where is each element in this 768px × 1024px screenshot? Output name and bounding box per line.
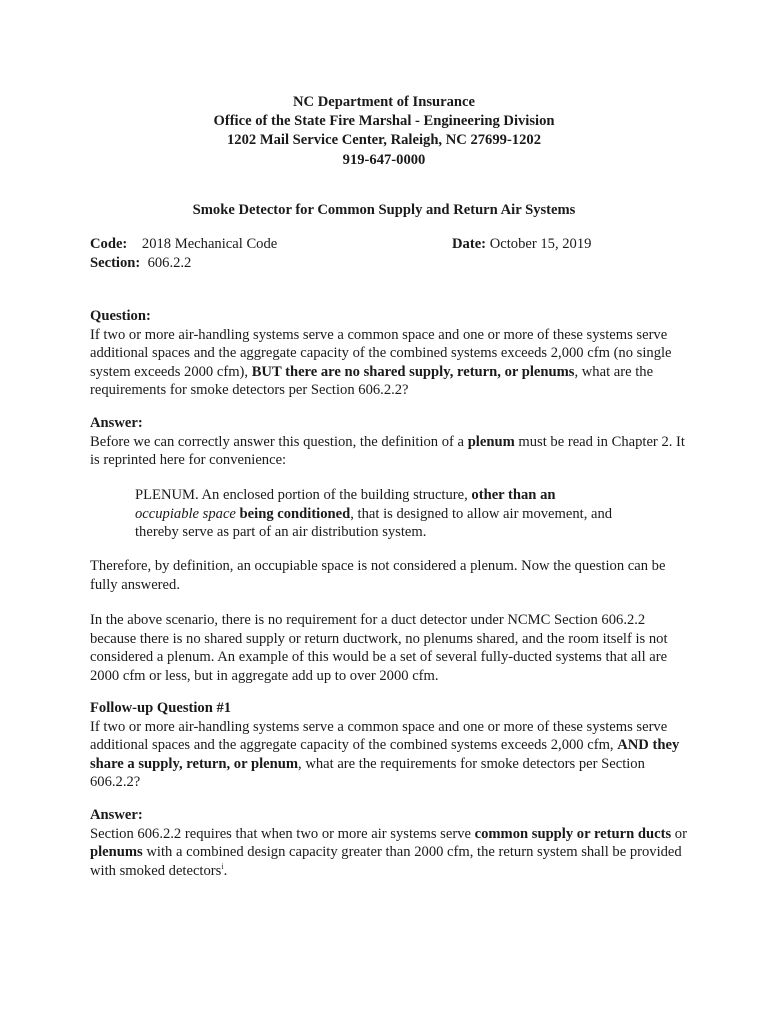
answer2-text-part: Section 606.2.2 requires that when two or more air systems serve [90, 825, 475, 842]
document-title: Smoke Detector for Common Supply and Return Air Systems [192, 202, 576, 218]
definition-text-part: PLENUM. An enclosed portion of the building structure, [135, 487, 472, 503]
definition-emphasis: being conditioned [235, 505, 351, 522]
definition-italic: occupiable space [135, 505, 236, 522]
date-field [452, 235, 591, 254]
scenario-text: In the above scenario, there is no requirement for a duct detector under NCMC Section 606.2.2 because there is no shared supply or return ductwork, no plenums shared, and the room itself is not considered a plenum. An example of this would be a set of several fully-ducted systems that all are 2000 cfm or less, but in aggregate add up to over 2000 cfm. [90, 612, 668, 684]
answer2-text-part: . [223, 862, 228, 879]
code-label: Code: [90, 236, 128, 252]
letterhead [0, 93, 768, 170]
answer2-text-part: with a combined design capacity greater than 2000 cfm, the return system shall be provided with smoked detectors [90, 844, 682, 879]
plenum-definition [135, 486, 615, 542]
question-text-part: , what are the requirements for smoke detectors per Section 606.2.2? [90, 363, 654, 399]
answer2-text [90, 825, 690, 881]
answer-block [90, 414, 690, 470]
code-row [90, 235, 690, 254]
answer-heading: Answer: [90, 415, 143, 431]
answer2-heading: Answer: [90, 807, 143, 823]
footnote-marker[interactable]: i [221, 861, 224, 871]
answer-text [90, 433, 690, 470]
therefore-text: Therefore, by definition, an occupiable space is not considered a plenum. Now the question can be fully answered. [90, 558, 666, 593]
code-value: 2018 Mechanical Code [141, 236, 278, 252]
section-label: Section: [90, 255, 141, 271]
mailing-address: 1202 Mail Service Center, Raleigh, NC 27699-1202 [227, 132, 541, 149]
definition-emphasis: other than an [471, 487, 556, 503]
date-value: October 15, 2019 [489, 236, 592, 252]
answer2-block [90, 806, 690, 880]
question-emphasis: BUT there are no shared supply, return, or plenums [251, 363, 575, 380]
date-label: Date: [452, 236, 487, 252]
followup-text-part: , what are the requirements for smoke detectors per Section 606.2.2? [90, 755, 645, 791]
answer-text-part: Before we can correctly answer this question, the definition of a [90, 433, 468, 450]
followup-text [90, 718, 690, 792]
question-heading: Question: [90, 308, 151, 324]
agency-name: NC Department of Insurance [293, 94, 475, 110]
followup-emphasis: AND they share a supply, return, or plenum [90, 737, 680, 772]
followup-text-part: If two or more air-handling systems serve a common space and one or more of these systems serve additional spaces and the aggregate capacity of the combined systems exceeds 2,000 cfm, [90, 718, 668, 754]
followup-heading: Follow-up Question #1 [90, 700, 232, 716]
document-meta [90, 235, 690, 273]
answer-emphasis: plenum [467, 433, 515, 450]
definition-text-part: , that is designed to allow air movement, and thereby serve as part of an air distribution system. [135, 505, 613, 541]
answer2-emphasis: common supply or return ducts [474, 825, 672, 842]
answer2-text-part: or [671, 825, 687, 842]
therefore-paragraph [90, 557, 690, 594]
office-name: Office of the State Fire Marshal - Engineering Division [213, 113, 555, 130]
question-text-part: If two or more air-handling systems serve a common space and one or more of these systems serve additional spaces and the aggregate capacity of the combined systems exceeds 2,000 cfm (no single system exceeds 2000 cfm), [90, 326, 672, 380]
question-text [90, 326, 690, 400]
phone-number: 919-647-0000 [342, 151, 426, 168]
section-row [90, 254, 690, 273]
question-block [90, 307, 690, 400]
followup-block [90, 699, 690, 792]
section-value: 606.2.2 [147, 255, 192, 271]
answer-text-part: must be read in Chapter 2. It is reprinted here for convenience: [90, 433, 685, 469]
answer2-emphasis: plenums [90, 844, 143, 861]
scenario-paragraph [90, 611, 690, 685]
